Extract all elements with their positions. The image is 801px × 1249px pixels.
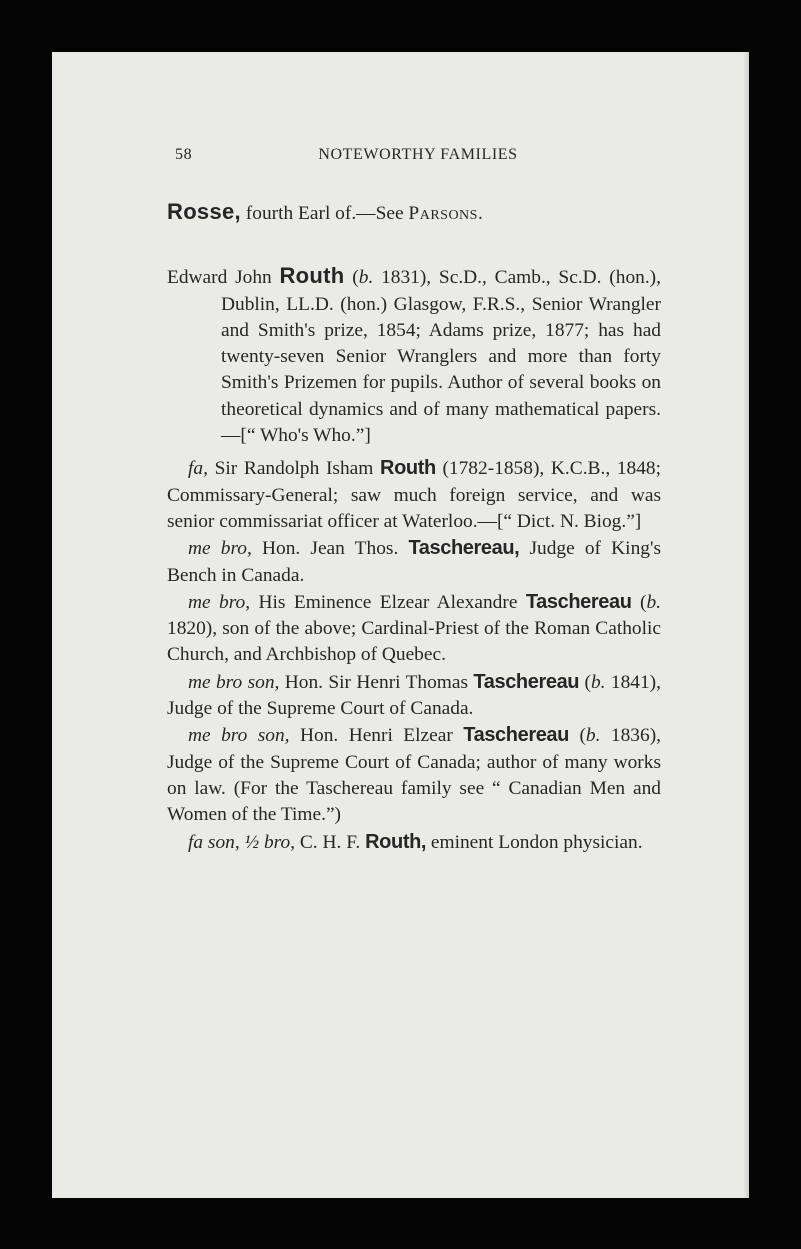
relation-label: me bro, <box>188 591 251 613</box>
born-abbrev: b. <box>358 267 374 289</box>
relation-label: me bro son, <box>188 671 280 693</box>
page-body <box>167 199 661 856</box>
entry-routh <box>167 263 661 449</box>
entry-rosse <box>167 199 661 227</box>
relative-name: Taschereau <box>525 590 632 613</box>
relative-name: Taschereau <box>473 670 580 693</box>
born-abbrev: b. <box>585 725 601 747</box>
relative-name: Routh, <box>365 830 427 853</box>
relative-post: 1841), Judge of the Supreme Court of Canada. <box>167 671 661 720</box>
relation-label: me bro, <box>188 538 252 560</box>
entry-born-open: ( <box>344 267 359 289</box>
relative-born-open: ( <box>631 591 647 613</box>
relative-post: 1836), Judge of the Supreme Court of Canada; author of many works on law. (For the Taschereau family see “ Canadian Men and Women of the Time.”) <box>167 725 661 826</box>
entry-text: 1831), Sc.D., Camb., Sc.D. (hon.), Dublin, LL.D. (hon.) Glasgow, F.R.S., Senior Wrangler and Smith's prize, 1854; Adams prize, 1877; has had twenty-seven Senior Wranglers and more than forty Smith's Prizemen for pupils. Author of several books on theoretical dynamics and of many mathematical papers.—[“ Who's Who.”] <box>221 267 661 447</box>
born-abbrev: b. <box>590 671 606 693</box>
relative-name: Routh <box>380 457 436 480</box>
entry-name: Routh <box>279 263 345 289</box>
entry-name: Rosse, <box>167 199 241 224</box>
relation-label: fa son, ½ bro, <box>188 831 296 853</box>
relative-post: 1820), son of the above; Cardinal-Priest of the Roman Catholic Church, and Archbishop of Quebec. <box>167 618 661 666</box>
book-page <box>52 52 749 1198</box>
relative-post: eminent London physician. <box>426 831 643 853</box>
page-number: 58 <box>175 146 193 163</box>
cross-reference: Parsons <box>408 203 478 224</box>
relative-pre: Hon. Sir Henri Thomas <box>279 671 474 693</box>
relative-post: Judge of King's Bench in Canada. <box>167 538 661 586</box>
running-title: NOTEWORTHY FAMILIES <box>318 146 518 163</box>
relative-entry <box>167 829 661 856</box>
relative-entry <box>167 669 661 723</box>
born-abbrev: b. <box>646 591 661 613</box>
relative-pre: His Eminence Elzear Alexandre <box>250 591 526 613</box>
relative-entry <box>167 455 661 535</box>
relative-name: Taschereau <box>463 724 569 747</box>
relative-pre: Hon. Henri Elzear <box>289 725 464 747</box>
entry-text: fourth Earl of.—See <box>240 203 409 224</box>
entry-pre: Edward John <box>167 267 280 289</box>
relative-post: (1782-1858), K.C.B., 1848; Commissary-General; saw much foreign service, and was senior commissariat officer at Waterloo.—[“ Dict. N. Biog.”] <box>167 458 662 532</box>
relation-label: fa, <box>188 458 208 480</box>
relative-entry <box>167 589 661 669</box>
relative-pre: Sir Randolph Isham <box>207 458 381 480</box>
relative-pre: Hon. Jean Thos. <box>251 538 409 560</box>
relation-label: me bro son, <box>188 725 290 747</box>
relative-entry <box>167 722 661 828</box>
relative-born-open: ( <box>579 671 591 693</box>
running-head <box>175 146 661 168</box>
relative-name: Taschereau, <box>408 537 520 560</box>
entry-end: . <box>477 203 483 224</box>
relative-pre: C. H. F. <box>295 831 366 853</box>
relative-born-open: ( <box>568 725 586 747</box>
relative-entry <box>167 535 661 589</box>
